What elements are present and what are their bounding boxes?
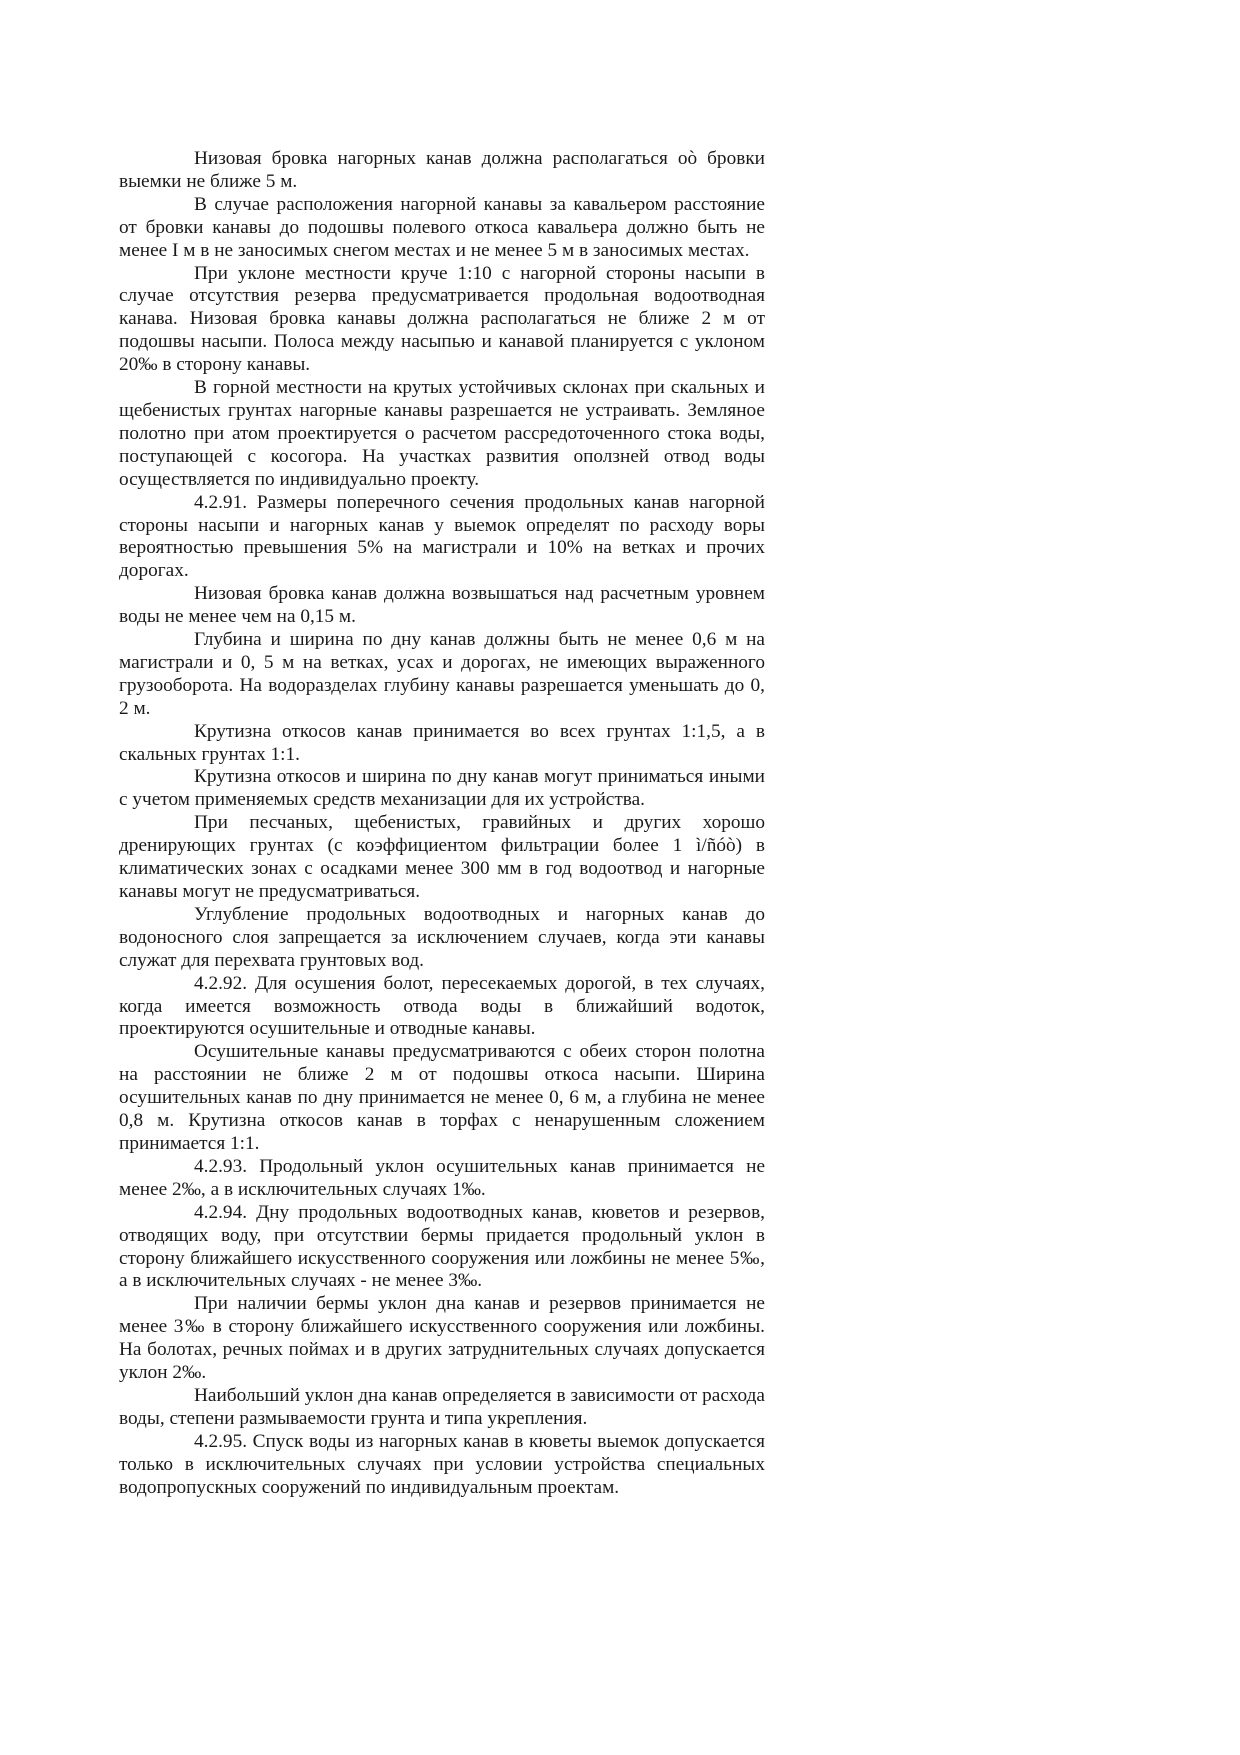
paragraph: 4.2.91. Размеры поперечного сечения продольных канав нагорной стороны насыпи и нагорных канав у выемок определят по расходу воры вероятностью превышения 5% на магистрали и 10% на ветках и прочих дорогах. [119, 491, 765, 582]
paragraph: 4.2.92. Для осушения болот, пересекаемых дорогой, в тех случаях, когда имеется возможность отвода воды в ближайший водоток, проектируются осушительные и отводные канавы. [119, 972, 765, 1040]
paragraph: Низовая бровка канав должна возвышаться над расчетным уровнем воды не менее чем на 0,15 м. [119, 583, 765, 628]
paragraph: Наибольший уклон дна канав определяется в зависимости от расхода воды, степени размываемости грунта и типа укрепления. [119, 1384, 765, 1429]
paragraph: При уклоне местности круче 1:10 с нагорной стороны насыпи в случае отсутствия резерва предусматривается продольная водоотводная канава. Низовая бровка канавы должна располагаться не ближе 2 м от подошвы насыпи. Полоса между насыпью и канавой планируется с уклоном 20‰ в сторону канавы. [119, 262, 765, 376]
paragraph: 4.2.93. Продольный уклон осушительных канав принимается не менее 2‰, а в исключительных случаях 1‰. [119, 1155, 765, 1200]
paragraph: Осушительные канавы предусматриваются с обеих сторон полотна на расстоянии не ближе 2 м от подошвы откоса насыпи. Ширина осушительных канав по дну принимается не менее 0, 6 м, а глубина не менее 0,8 м. Крутизна откосов канав в торфах с ненарушенным сложением принимается 1:1. [119, 1041, 765, 1154]
paragraph: Углубление продольных водоотводных и нагорных канав до водоносного слоя запрещается за исключением случаев, когда эти канавы служат для перехвата грунтовых вод. [119, 903, 765, 971]
paragraph: При песчаных, щебенистых, гравийных и других хорошо дренирующих грунтах (с коэффициентом фильтрации более 1 ì/ñóò) в климатических зонах с осадками менее 300 мм в год водоотвод и нагорные канавы могут не предусматриваться. [119, 812, 765, 902]
paragraph: В горной местности на крутых устойчивых склонах при скальных и щебенистых грунтах нагорные канавы разрешается не устраивать. Земляное полотно при атом проектируется о расчетом рассредоточенного стока воды, поступающей с косогора. На участках развития оползней отвод воды осуществляется по индивидуально проекту. [119, 377, 765, 490]
paragraph: 4.2.95. Спуск воды из нагорных канав в кюветы выемок допускается только в исключительных случаях при условии устройства специальных водопропускных сооружений по индивидуальным проектам. [119, 1430, 765, 1498]
paragraph: При наличии бермы уклон дна канав и резервов принимается не менее 3‰ в сторону ближайшего искусственного сооружения или ложбины. На болотах, речных поймах и в других затруднительных случаях допускается уклон 2‰. [119, 1293, 765, 1384]
document-page [119, 148, 765, 1499]
paragraph: 4.2.94. Дну продольных водоотводных канав, кюветов и резервов, отводящих воду, при отсутствии бермы придается продольный уклон в сторону ближайшего искусственного сооружения или ложбины не менее 5‰, а в исключительных случаях - не менее 3‰. [119, 1201, 765, 1292]
paragraph: Крутизна откосов канав принимается во всех грунтах 1:1,5, а в скальных грунтах 1:1. [119, 720, 765, 765]
paragraph: Низовая бровка нагорных канав должна располагаться оò бровки выемки не ближе 5 м. [119, 148, 765, 192]
paragraph: Глубина и ширина по дну канав должны быть не менее 0,6 м на магистрали и 0, 5 м на ветках, усах и дорогах, не имеющих выраженного грузооборота. На водоразделах глубину канавы разрешается уменьшать до 0, 2 м. [119, 629, 765, 719]
paragraph: Крутизна откосов и ширина по дну канав могут приниматься иными с учетом применяемых средств механизации для их устройства. [119, 766, 765, 811]
paragraph: В случае расположения нагорной канавы за кавальером расстояние от бровки канавы до подошвы полевого откоса кавальера должно быть не менее I м в не заносимых снегом местах и не менее 5 м в заносимых местах. [119, 193, 765, 261]
